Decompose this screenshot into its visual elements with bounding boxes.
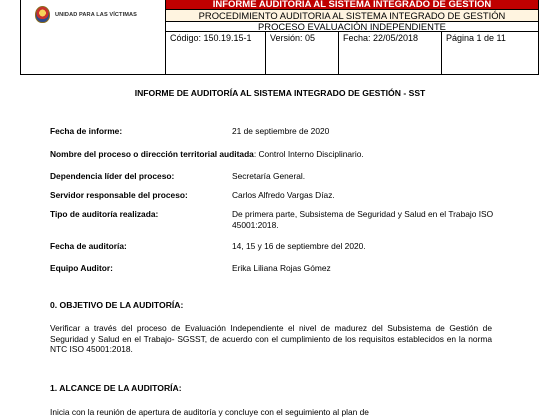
logo-cell <box>21 0 166 75</box>
field-label: Equipo Auditor: <box>50 263 113 273</box>
field-value: De primera parte, Subsistema de Seguridad y Salud en el Trabajo ISO 45001:2018. <box>232 209 494 230</box>
document-code: Código: 150.19.15-1 <box>166 32 266 75</box>
field-label: Dependencia líder del proceso: <box>50 171 175 181</box>
procedure-name: PROCEDIMIENTO AUDITORIA AL SISTEMA INTEGRADO DE GESTIÓN <box>166 10 538 22</box>
document-header <box>20 0 539 75</box>
field-label: Nombre del proceso o dirección territorial auditada <box>50 149 254 159</box>
header-info <box>166 0 538 75</box>
section-text: Verificar a través del proceso de Evaluación Independiente el nivel de madurez del Subsistema de Gestión de Seguridad y Salud en el Trabajo- SGSST, de acuerdo con el cumplimiento de los requisitos establecidos en la norma NTC ISO 45001:2018. <box>50 323 492 354</box>
field-value: Erika Liliana Rojas Gómez <box>232 263 331 273</box>
page-number: Página 1 de 11 <box>446 33 506 43</box>
section-heading: 0. OBJETIVO DE LA AUDITORÍA: <box>50 300 184 310</box>
logo <box>35 6 137 23</box>
section-text: Inicia con la reunión de apertura de auditoría y concluye con el seguimiento al plan de <box>50 407 369 417</box>
document-title: INFORME AUDITORÍA AL SISTEMA INTEGRADO DE GESTIÓN <box>166 0 538 10</box>
field-label: Servidor responsable del proceso: <box>50 190 188 200</box>
coat-of-arms-icon <box>35 6 50 23</box>
process-name: PROCESO EVALUACIÓN INDEPENDIENTE <box>166 22 538 32</box>
field-value: Carlos Alfredo Vargas Díaz. <box>232 190 335 200</box>
field-label: Tipo de auditoría realizada: <box>50 209 159 219</box>
document-date: Fecha: 22/05/2018 <box>339 32 442 75</box>
section-heading: 1. ALCANCE DE LA AUDITORÍA: <box>50 383 182 393</box>
field-value: : Control Interno Disciplinario. <box>253 149 364 159</box>
field-label: Fecha de informe: <box>50 126 123 136</box>
logo-text: UNIDAD PARA LAS VÍCTIMAS <box>55 11 137 18</box>
field-value: Secretaría General. <box>232 171 306 181</box>
document-version: Versión: 05 <box>266 32 339 75</box>
field-value: 21 de septiembre de 2020 <box>232 126 330 136</box>
field-process-name <box>50 149 520 160</box>
document-meta <box>166 32 538 75</box>
field-label: Fecha de auditoría: <box>50 241 127 251</box>
report-title: INFORME DE AUDITORÍA AL SISTEMA INTEGRADO DE GESTIÓN - SST <box>134 88 426 98</box>
field-value: 14, 15 y 16 de septiembre del 2020. <box>232 241 366 251</box>
